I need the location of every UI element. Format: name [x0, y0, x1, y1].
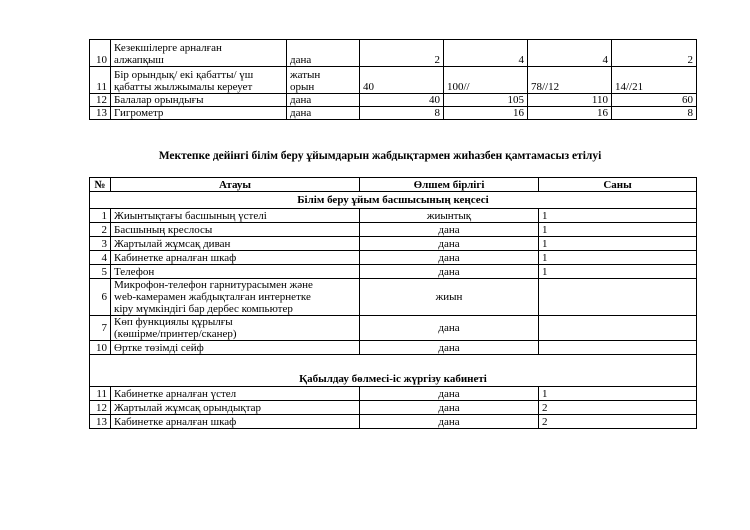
item-name — [111, 94, 287, 107]
row-number: 2 — [90, 223, 111, 237]
item-quantity: 2 — [539, 401, 697, 415]
item-unit — [287, 107, 360, 120]
item-name — [111, 279, 360, 316]
text-line: Бір орындық/ екі қабатты/ үш — [114, 69, 254, 81]
row-number: 7 — [90, 316, 111, 341]
col-qty-header: Саны — [539, 178, 697, 192]
row-number: 13 — [90, 107, 111, 120]
item-name — [111, 415, 360, 429]
text-line: Кабинетке арналған шкаф — [114, 415, 237, 428]
table-row — [90, 316, 697, 341]
text-line: (көшірме/принтер/сканер) — [114, 328, 237, 340]
text-line: дана — [290, 54, 312, 66]
item-value: 2 — [360, 40, 444, 67]
text-line: Жартылай жұмсақ орындықтар — [114, 401, 262, 414]
text-line: жатын — [290, 69, 321, 81]
equipment-continuation-table — [89, 39, 697, 120]
item-name — [111, 387, 360, 401]
table-row — [90, 251, 697, 265]
row-number: 11 — [90, 387, 111, 401]
row-number: 11 — [90, 67, 111, 94]
item-name — [111, 237, 360, 251]
text-line: Кабинетке арналған шкаф — [114, 251, 237, 264]
table-row — [90, 94, 697, 107]
table-row — [90, 237, 697, 251]
item-unit: дана — [360, 251, 539, 265]
item-name — [111, 67, 287, 94]
table-row — [90, 341, 697, 355]
table-row — [90, 279, 697, 316]
item-unit: дана — [360, 341, 539, 355]
text-line: Кабинетке арналған үстел — [114, 387, 237, 400]
text-line: Жартылай жұмсақ диван — [114, 237, 231, 250]
item-unit: жиынтық — [360, 209, 539, 223]
item-name — [111, 401, 360, 415]
item-value: 105 — [444, 94, 528, 107]
text-line: Телефон — [114, 265, 155, 278]
text-line: Гигрометр — [114, 107, 164, 119]
item-value: 4 — [444, 40, 528, 67]
section-row — [90, 192, 697, 209]
table-row — [90, 401, 697, 415]
item-quantity — [539, 341, 697, 355]
row-number: 10 — [90, 40, 111, 67]
item-value: 16 — [528, 107, 612, 120]
item-unit: дана — [360, 387, 539, 401]
item-unit: жиын — [360, 279, 539, 316]
item-unit: дана — [360, 223, 539, 237]
row-number: 12 — [90, 401, 111, 415]
item-quantity: 2 — [539, 415, 697, 429]
text-line: кіру мүмкіндігі бар дербес компьютер — [114, 303, 293, 315]
text-line: Балалар орындығы — [114, 94, 204, 106]
item-unit — [287, 67, 360, 94]
item-name — [111, 107, 287, 120]
table-row — [90, 265, 697, 279]
item-name — [111, 40, 287, 67]
item-value: 2 — [612, 40, 697, 67]
item-name — [111, 265, 360, 279]
preschool-equipment-table — [89, 177, 697, 429]
table-row — [90, 67, 697, 94]
text-line: Микрофон-телефон гарнитурасымен және — [114, 279, 313, 291]
table-row — [90, 223, 697, 237]
item-quantity — [539, 316, 697, 341]
header-row — [90, 178, 697, 192]
text-line: қабатты жылжымалы кереует — [114, 81, 253, 93]
item-unit — [287, 94, 360, 107]
item-value: 60 — [612, 94, 697, 107]
text-line: дана — [290, 94, 312, 106]
item-value: 14//21 — [612, 67, 697, 94]
section-title: Білім беру ұйым басшысының кеңсесі — [90, 192, 697, 209]
item-quantity: 1 — [539, 209, 697, 223]
text-line: алжапқыш — [114, 54, 164, 66]
item-name — [111, 251, 360, 265]
col-unit-header: Өлшем бірлігі — [360, 178, 539, 192]
row-number: 12 — [90, 94, 111, 107]
text-line: web-камерамен жабдықталған интернетке — [114, 291, 311, 303]
item-value: 8 — [360, 107, 444, 120]
item-name — [111, 223, 360, 237]
section-row — [90, 355, 697, 387]
table-row — [90, 40, 697, 67]
item-value: 16 — [444, 107, 528, 120]
item-quantity: 1 — [539, 237, 697, 251]
col-name-header: Атауы — [111, 178, 360, 192]
item-value: 40 — [360, 67, 444, 94]
row-number: 10 — [90, 341, 111, 355]
item-value: 8 — [612, 107, 697, 120]
table-row — [90, 209, 697, 223]
item-quantity: 1 — [539, 223, 697, 237]
item-value: 78//12 — [528, 67, 612, 94]
item-value: 4 — [528, 40, 612, 67]
table-row — [90, 387, 697, 401]
row-number: 4 — [90, 251, 111, 265]
item-unit: дана — [360, 265, 539, 279]
item-name — [111, 316, 360, 341]
row-number: 6 — [90, 279, 111, 316]
item-quantity: 1 — [539, 251, 697, 265]
row-number: 13 — [90, 415, 111, 429]
text-line: дана — [290, 107, 312, 119]
text-line: Басшының креслосы — [114, 223, 213, 236]
item-unit: дана — [360, 237, 539, 251]
item-value: 100// — [444, 67, 528, 94]
row-number: 5 — [90, 265, 111, 279]
row-number: 3 — [90, 237, 111, 251]
item-unit: дана — [360, 316, 539, 341]
table-row — [90, 107, 697, 120]
item-name — [111, 209, 360, 223]
item-unit: дана — [360, 401, 539, 415]
text-line: орын — [290, 81, 315, 93]
text-line: Көп функциялы құрылғы — [114, 316, 233, 328]
row-number: 1 — [90, 209, 111, 223]
text-line: Өртке төзімді сейф — [114, 341, 204, 354]
text-line: Жиынтықтағы басшының үстелі — [114, 209, 267, 222]
item-quantity — [539, 279, 697, 316]
section-title: Қабылдау бөлмесі-іс жүргізу кабинеті — [90, 355, 697, 387]
item-unit: дана — [360, 415, 539, 429]
col-num-header: № — [90, 178, 111, 192]
item-value: 40 — [360, 94, 444, 107]
item-name — [111, 341, 360, 355]
item-quantity: 1 — [539, 265, 697, 279]
table-row — [90, 415, 697, 429]
item-unit — [287, 40, 360, 67]
item-value: 110 — [528, 94, 612, 107]
text-line: Кезекшілерге арналған — [114, 42, 222, 54]
section-heading: Мектепке дейінгі білім беру ұйымдарын жабдықтармен жиһазбен қамтамасыз етілуі — [158, 150, 602, 162]
item-quantity: 1 — [539, 387, 697, 401]
